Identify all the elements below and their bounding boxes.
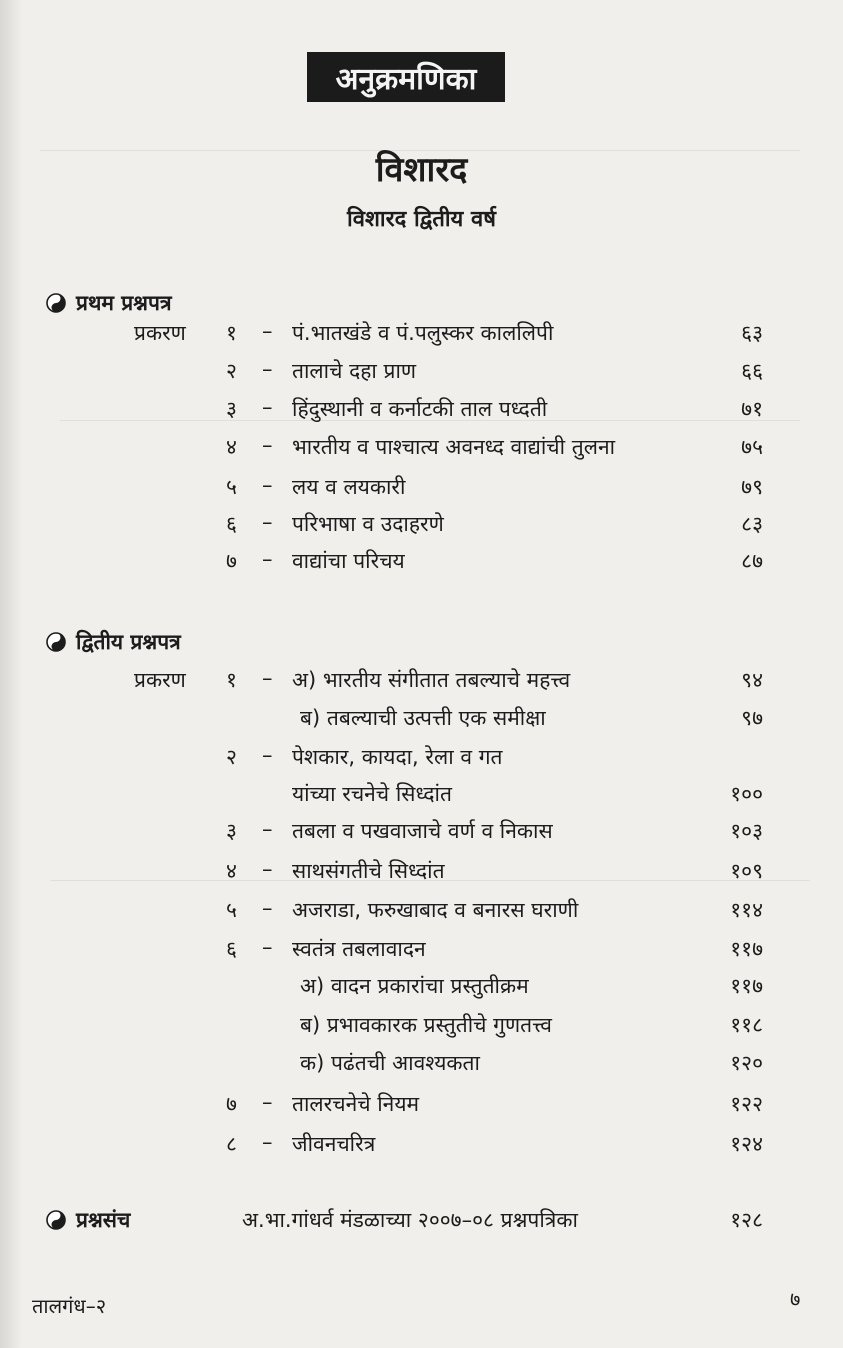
chapter-number: ३	[226, 819, 237, 843]
chapter-number: ८	[226, 1132, 237, 1156]
page-number: ७९	[741, 475, 763, 499]
chapter-title: पं.भातखंडे व पं.पलुस्कर काललिपी	[292, 321, 554, 345]
list-item	[0, 857, 843, 891]
sub-item-title: ब) प्रभावकारक प्रस्तुतीचे गुणतत्त्व	[300, 1013, 552, 1037]
chapter-number: ६	[226, 512, 237, 536]
page-number: ११४	[730, 898, 763, 922]
main-heading: विशारद	[375, 150, 468, 190]
chapter-title: तालरचनेचे नियम	[292, 1092, 420, 1116]
chapter-number: १	[226, 668, 237, 692]
chapter-number: २	[226, 359, 237, 383]
page-number: ९४	[741, 668, 763, 692]
page-number: १००	[730, 782, 763, 806]
page-number: १२२	[730, 1092, 763, 1116]
page-number: ११७	[730, 937, 763, 961]
list-item	[0, 1011, 843, 1045]
yin-yang-icon	[46, 632, 66, 652]
chapter-number: ५	[226, 475, 237, 499]
page-number: ८७	[741, 549, 763, 573]
list-item	[0, 433, 843, 467]
dash: –	[262, 666, 273, 690]
index-title: अनुक्रमणिका	[307, 52, 505, 102]
chapter-title: तालाचे दहा प्राण	[292, 359, 417, 383]
page-number: ७१	[741, 397, 763, 421]
chapter-title: अ) भारतीय संगीतात तबल्याचे महत्त्व	[292, 668, 571, 692]
dash: –	[262, 433, 273, 457]
page-number: ७५	[741, 435, 763, 459]
section-label: प्रश्नसंच	[76, 1208, 131, 1232]
chapter-number: ४	[226, 859, 237, 883]
sub-item-title: ब) तबल्याची उत्पत्ती एक समीक्षा	[300, 706, 546, 730]
list-item	[0, 319, 843, 353]
chapter-title: परिभाषा व उदाहरणे	[292, 512, 444, 536]
prakaran-label: प्रकरण	[134, 321, 186, 345]
page-number: १०३	[730, 819, 763, 843]
prakaran-label: प्रकरण	[134, 668, 186, 692]
page-number: ६६	[741, 359, 763, 383]
dash: –	[262, 395, 273, 419]
dash: –	[262, 896, 273, 920]
page-number: ८३	[741, 512, 763, 536]
dash: –	[262, 319, 273, 343]
chapter-number: २	[226, 745, 237, 769]
sub-item-title: अ) वादन प्रकारांचा प्रस्तुतीक्रम	[300, 974, 529, 998]
dash: –	[262, 743, 273, 767]
dash: –	[262, 1090, 273, 1114]
chapter-title: स्वतंत्र तबलावादन	[292, 937, 426, 961]
list-item	[0, 547, 843, 581]
section-label: द्वितीय प्रश्नपत्र	[76, 630, 181, 654]
dash: –	[262, 817, 273, 841]
list-item	[0, 896, 843, 930]
section-prathan-prashnapatra	[46, 289, 172, 317]
dash: –	[262, 935, 273, 959]
chapter-number: ३	[226, 397, 237, 421]
dash: –	[262, 1130, 273, 1154]
list-item	[0, 1206, 843, 1240]
chapter-title: साथसंगतीचे सिध्दांत	[292, 859, 445, 883]
list-item	[0, 743, 843, 777]
list-item	[0, 357, 843, 391]
page-number: ६३	[741, 321, 763, 345]
book-footer-title: तालगंध–२	[32, 1294, 107, 1318]
sub-heading: विशारद द्वितीय वर्ष	[347, 207, 496, 232]
chapter-number: १	[226, 321, 237, 345]
list-item	[0, 935, 843, 969]
chapter-number: ४	[226, 435, 237, 459]
chapter-title: हिंदुस्थानी व कर्नाटकी ताल पध्दती	[292, 397, 548, 421]
chapter-number: ७	[226, 1092, 237, 1116]
chapter-title: भारतीय व पाश्चात्य अवनध्द वाद्यांची तुलना	[292, 435, 616, 459]
yin-yang-icon	[46, 293, 66, 313]
section-label: प्रथम प्रश्नपत्र	[76, 291, 172, 315]
list-item	[0, 1090, 843, 1124]
sub-item-title: क) पढंतची आवश्यकता	[300, 1051, 480, 1075]
section-dwitiya-prashnapatra	[46, 628, 181, 656]
dash: –	[262, 357, 273, 381]
list-item	[0, 473, 843, 507]
page-number: ११८	[730, 1013, 763, 1037]
list-item	[0, 510, 843, 544]
page-number: ११७	[730, 974, 763, 998]
list-item	[0, 395, 843, 429]
chapter-title: पेशकार, कायदा, रेला व गत	[292, 745, 503, 769]
chapter-number: ६	[226, 937, 237, 961]
chapter-number: ७	[226, 549, 237, 573]
chapter-title: तबला व पखवाजाचे वर्ण व निकास	[292, 819, 553, 843]
chapter-title: वाद्यांचा परिचय	[292, 549, 405, 573]
list-item	[0, 666, 843, 700]
chapter-number: ५	[226, 898, 237, 922]
chapter-title-continued: यांच्या रचनेचे सिध्दांत	[292, 782, 452, 806]
dash: –	[262, 473, 273, 497]
dash: –	[262, 547, 273, 571]
footer-page-number: ७	[790, 1287, 801, 1311]
chapter-title: अजराडा, फरुखाबाद व बनारस घराणी	[292, 898, 579, 922]
list-item	[0, 780, 843, 814]
prashnasanch-description: अ.भा.गांधर्व मंडळाच्या २००७–०८ प्रश्नपत्रिका	[242, 1208, 578, 1232]
page-number: १२८	[730, 1208, 763, 1232]
list-item	[0, 817, 843, 851]
page-number: १०९	[730, 859, 763, 883]
dash: –	[262, 510, 273, 534]
dash: –	[262, 857, 273, 881]
chapter-title: लय व लयकारी	[292, 475, 406, 499]
chapter-title: जीवनचरित्र	[292, 1132, 376, 1156]
list-item	[0, 1130, 843, 1164]
page-number: १२४	[730, 1132, 763, 1156]
list-item	[0, 704, 843, 738]
page-number: ९७	[741, 706, 763, 730]
page-number: १२०	[730, 1051, 763, 1075]
list-item	[0, 1049, 843, 1083]
list-item	[0, 972, 843, 1006]
